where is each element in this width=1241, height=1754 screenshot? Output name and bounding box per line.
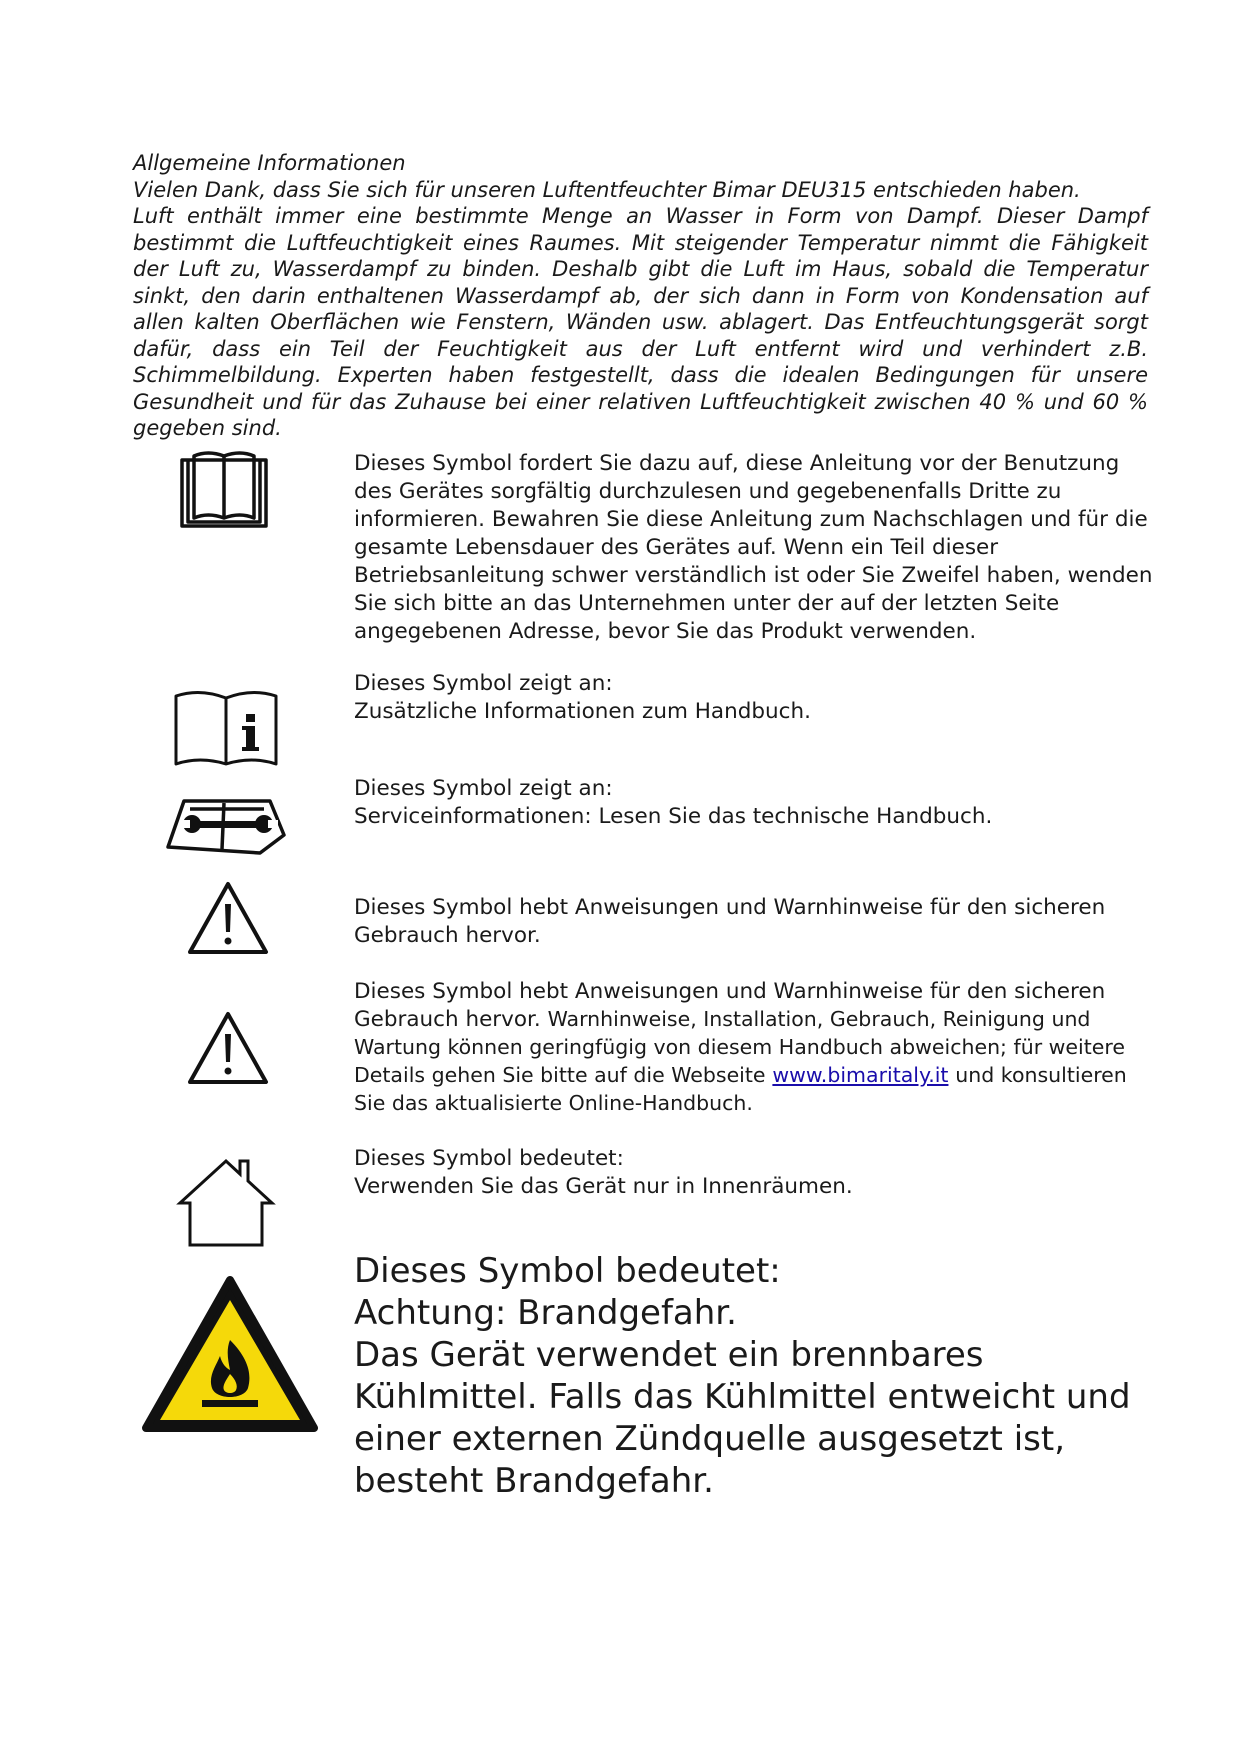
info-line-2: Zusätzliche Informationen zum Handbuch. [354,699,811,724]
service-line-1: Dieses Symbol zeigt an: [354,776,613,801]
warning-2-text-c: und konsultieren Sie das aktualisierte Online-Handbuch. [354,1063,1127,1115]
intro-section [133,150,1148,442]
warning-icon [186,1010,270,1086]
intro-body: Luft enthält immer eine bestimmte Menge an Wasser in Form von Dampf. Dieser Dampf bestimmt die Luftfeuchtigkeit eines Raumes. Mit steigender Temperatur nimmt die Fähigkeit der Luft zu, Wasserdampf zu binden. Deshalb gibt die Luft im Haus, sobald die Temperatur sinkt, den darin enthaltenen Wasserdampf ab, der sich dann in Form von Kondensation auf allen kalten Oberflächen wie Fenstern, Wänden usw. ablagert. Das Entfeuchtungsgerät sorgt dafür, dass ein Teil der Feuchtigkeit aus der Luft entfernt wird und verhindert z.B. Schimmelbildung. Experten haben festgestellt, dass die idealen Bedingungen für unsere Gesundheit und für das Zuhause bei einer relativen Luftfeuchtigkeit zwischen 40 % und 60 % gegeben sind. [133,204,1148,440]
fire-line-3: Das Gerät verwendet ein brennbares Kühlmittel. Falls das Kühlmittel entweicht und einer externen Zündquelle ausgesetzt ist, besteht Brandgefahr. [354,1335,1131,1501]
book-icon [178,450,270,532]
warning-icon [186,880,270,956]
warning-2-text-a: Dieses Symbol hebt Anweisungen und Warnhinweise für den sicheren Gebrauch hervor. [354,979,1106,1032]
fire-line-1: Dieses Symbol bedeutet: [354,1251,781,1291]
manual-text: Dieses Symbol fordert Sie dazu auf, diese Anleitung vor der Benutzung des Gerätes sorgfältig durchzulesen und gegebenenfalls Dritte zu informieren. Bewahren Sie diese Anleitung zum Nachschlagen und für die gesamte Lebensdauer des Gerätes auf. Wenn ein Teil dieser Betriebsanleitung schwer verständlich ist oder Sie Zweifel haben, wenden Sie sich bitte an das Unternehmen unter der auf der letzten Seite angegebenen Adresse, bevor Sie das Produkt verwenden. [354,451,1153,644]
service-text [354,775,1154,831]
info-book-icon [172,688,280,768]
info-text [354,670,1154,726]
wrench-book-icon [164,795,290,857]
info-line-1: Dieses Symbol zeigt an: [354,671,613,696]
house-icon [176,1155,276,1249]
service-line-2: Serviceinformationen: Lesen Sie das technische Handbuch. [354,804,993,829]
warning-2-text [354,978,1154,1118]
indoor-text [354,1145,1154,1201]
indoor-line-1: Dieses Symbol bedeutet: [354,1146,624,1171]
website-link[interactable]: www.bimaritaly.it [772,1063,949,1087]
warning-1-text: Dieses Symbol hebt Anweisungen und Warnhinweise für den sicheren Gebrauch hervor. [354,895,1106,948]
warning-2-text-b: Warnhinweise, Installation, Gebrauch, Reinigung und Wartung können geringfügig von diesem Handbuch abweichen; für weitere Details gehen Sie bitte auf die Webseite [354,1007,1125,1087]
fire-text [354,1250,1154,1502]
thanks-text: Vielen Dank, dass Sie sich für unseren Luftentfeuchter Bimar DEU315 entschieden haben. [133,177,1081,202]
fire-line-2: Achtung: Brandgefahr. [354,1293,737,1333]
indoor-line-2: Verwenden Sie das Gerät nur in Innenräumen. [354,1174,853,1199]
section-heading: Allgemeine Informationen [133,151,406,175]
flammable-warning-icon [140,1274,320,1436]
